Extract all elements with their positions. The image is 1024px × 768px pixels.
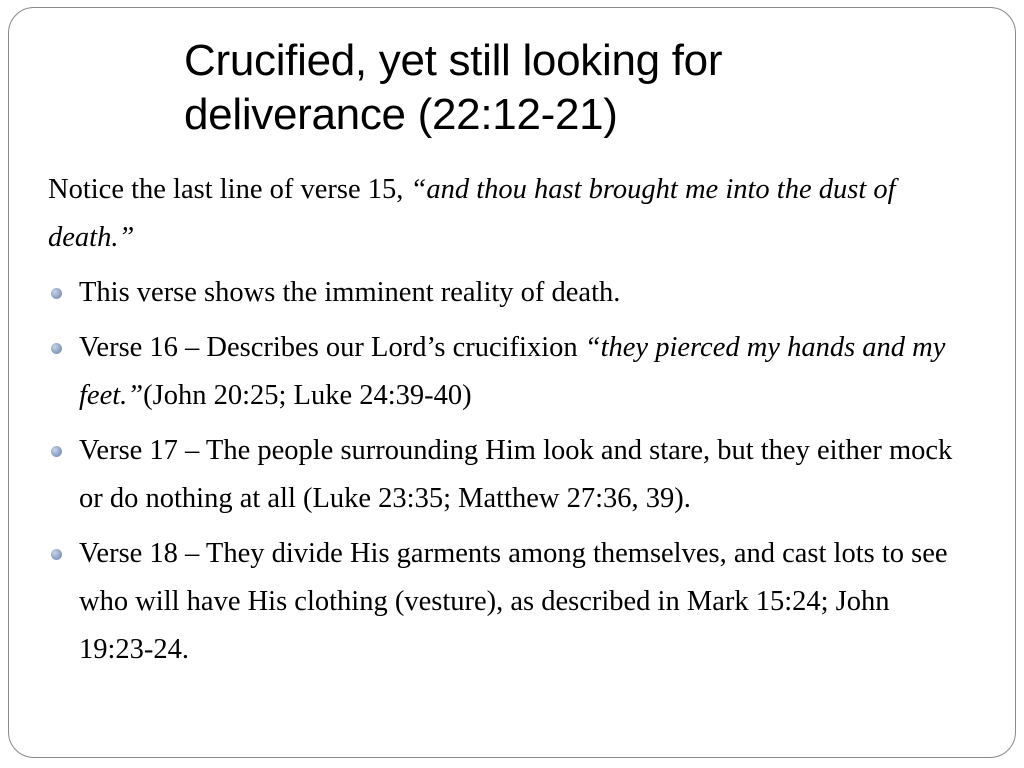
bullet-list [48,269,968,674]
bullet-text: Verse 18 – They divide His garments among themselves, and cast lots to see who will have His clothing (vesture), as described in Mark 15:24; John 19:23-24. [79,538,948,665]
bullet-text: This verse shows the imminent reality of death. [79,277,621,308]
bullet-icon [51,446,62,457]
bullet-item [48,324,968,420]
intro-paragraph [48,166,968,262]
bullet-icon [51,549,62,560]
intro-quote: “and thou hast brought me into the dust of death.” [48,174,896,253]
bullet-text: Verse 16 – Describes our Lord’s crucifixion [79,332,585,363]
bullet-reference: (John 20:25; Luke 24:39-40) [143,380,472,411]
title-line-1: Crucified, yet still looking for [184,36,723,85]
bullet-item [48,530,968,674]
bullet-text: Verse 17 – The people surrounding Him look and stare, but they either mock or do nothing at all (Luke 23:35; Matthew 27:36, 39). [79,435,953,514]
bullet-item [48,269,968,317]
bullet-quote: “they pierced my hands and my feet.” [79,332,946,411]
bullet-item [48,427,968,523]
slide-title [184,34,1004,142]
intro-text: Notice the last line of verse 15, [48,174,411,205]
bullet-icon [51,343,62,354]
title-line-2: deliverance (22:12-21) [184,90,618,139]
slide-body [48,166,968,681]
bullet-icon [51,288,62,299]
